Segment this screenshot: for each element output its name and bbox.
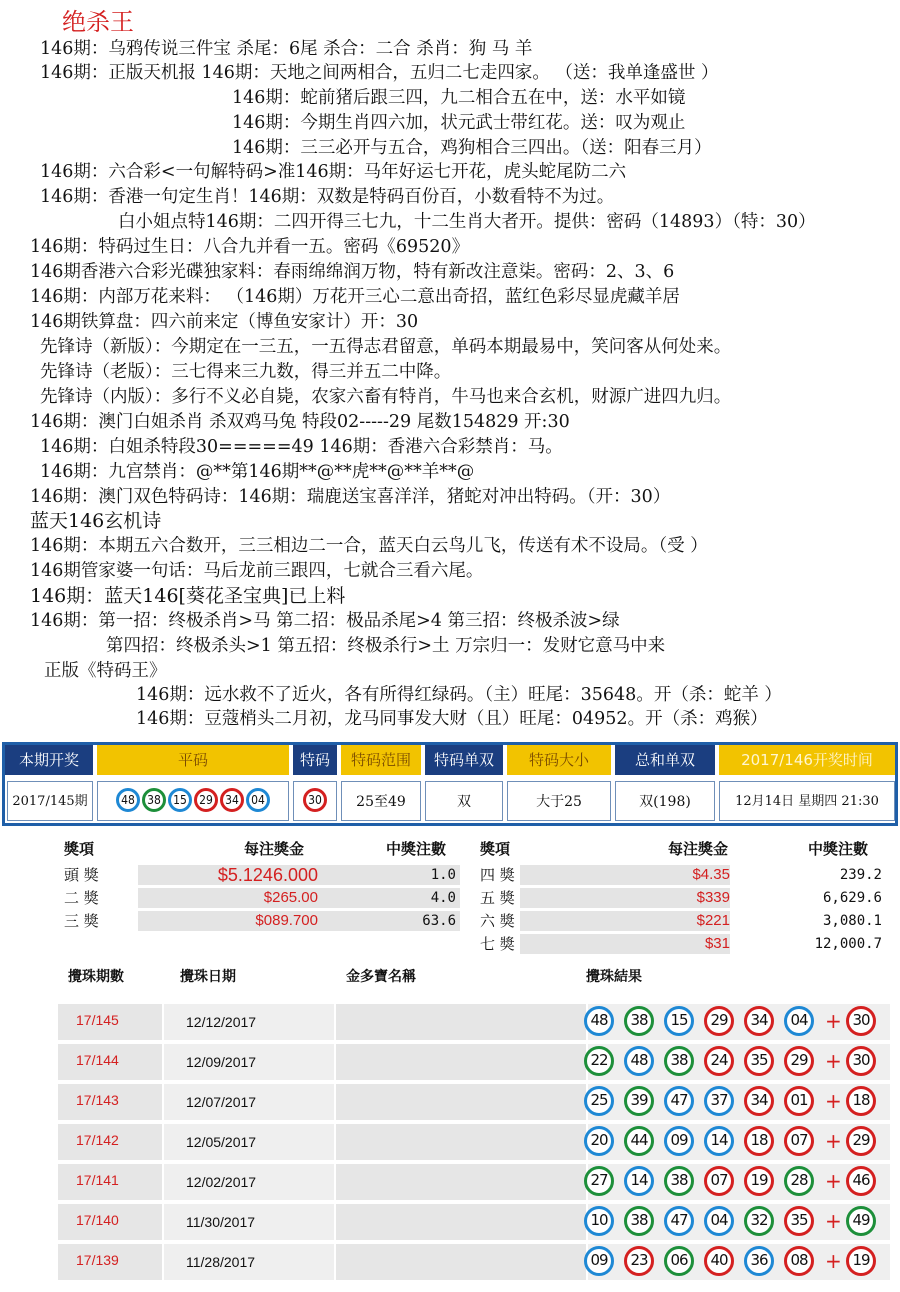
header-special-number: 特码 — [293, 745, 337, 775]
history-ball: 36 — [744, 1246, 774, 1276]
prediction-line: 146期：正版天机报 146期：天地之间两相合，五归二七走四家。 （送：我单逢盛世 ） — [40, 63, 719, 83]
history-ball: 09 — [664, 1126, 694, 1156]
history-date: 12/02/2017 — [186, 1174, 257, 1190]
prediction-line: 146期：内部万花来料： （146期）万花开三心二意出奇招，蓝红色彩尽显虎藏羊居 — [30, 287, 680, 307]
history-ball: 24 — [704, 1046, 734, 1076]
history-ball: 40 — [704, 1246, 734, 1276]
prediction-line: 146期：乌鸦传说三件宝 杀尾：6尾 杀合：二合 杀肖：狗 马 羊 — [40, 39, 533, 59]
history-date: 11/30/2017 — [186, 1214, 256, 1230]
history-row — [58, 1204, 890, 1240]
prediction-line: 146期：六合彩<一句解特码>准146期：马年好运七开花，虎头蛇尾防二六 — [40, 162, 627, 182]
prediction-line: 146期：九宫禁肖：@**第146期**@**虎**@**羊**@ — [40, 462, 475, 482]
history-ball: 01 — [784, 1086, 814, 1116]
history-ball: 29 — [784, 1046, 814, 1076]
prediction-line: 正版《特码王》 — [44, 661, 167, 681]
prediction-line: 146期：本期五六合数开，三三相边二一合，蓝天白云鸟儿飞，传送有术不设局。（受 ） — [30, 536, 708, 556]
history-ball: 09 — [584, 1246, 614, 1276]
prediction-line: 146期：远水救不了近火，各有所得红绿码。（主）旺尾：35648。开（杀：蛇羊 ） — [136, 685, 782, 705]
draw-odd-even: 双 — [425, 781, 503, 821]
draw-special-ball — [293, 781, 337, 821]
draw-ball: 04 — [246, 788, 270, 812]
prize-header-count-right: 中獎注數 — [808, 840, 869, 858]
history-ball: 37 — [704, 1086, 734, 1116]
history-row — [58, 1044, 890, 1080]
prediction-line: 146期：第一招：终极杀肖>马 第二招：极品杀尾>4 第三招：终极杀波>绿 — [30, 611, 620, 631]
history-special-ball: 46 — [846, 1166, 876, 1196]
prize-amount: $265.00 — [263, 889, 318, 906]
history-ball: 22 — [584, 1046, 614, 1076]
prize-count: 12,000.7 — [814, 936, 882, 952]
history-date: 12/07/2017 — [186, 1094, 257, 1110]
history-ball: 34 — [744, 1086, 774, 1116]
history-ball: 20 — [584, 1126, 614, 1156]
history-ball: 10 — [584, 1206, 614, 1236]
history-ball: 47 — [664, 1206, 694, 1236]
prize-amount: $4.35 — [692, 866, 730, 883]
prize-row — [0, 864, 900, 886]
prize-amount: $339 — [696, 889, 730, 906]
header-next-draw-time: 2017/146开奖时间 — [719, 745, 895, 775]
history-period: 17/145 — [76, 1012, 119, 1028]
prize-count: 4.0 — [430, 890, 456, 906]
history-period: 17/142 — [76, 1132, 119, 1148]
prediction-line: 白小姐点特146期：二四开得三七九，十二生肖大者开。提供：密码（14893）（特：30） — [118, 212, 816, 232]
draw-special-ball-number: 30 — [303, 788, 327, 812]
plus-sign: + — [825, 1009, 842, 1033]
history-ball: 44 — [624, 1126, 654, 1156]
history-period: 17/141 — [76, 1172, 119, 1188]
prize-amount: $089.700 — [255, 912, 318, 929]
prediction-line: 146期铁算盘：四六前来定（博鱼安家计）开：30 — [30, 312, 419, 332]
header-special-range: 特码范围 — [341, 745, 421, 775]
prediction-line: 146期：白姐杀特段30=====49 146期：香港六合彩禁肖：马。 — [40, 437, 563, 457]
header-special-size: 特码大小 — [507, 745, 611, 775]
header-special-odd-even: 特码单双 — [425, 745, 503, 775]
prize-row — [0, 910, 900, 932]
history-ball: 32 — [744, 1206, 774, 1236]
history-ball: 48 — [584, 1006, 614, 1036]
prize-amount: $5.1246.000 — [217, 865, 318, 885]
draw-next-time: 12月14日 星期四 21:30 — [719, 781, 895, 821]
history-header-name: 金多寶名稱 — [346, 969, 416, 985]
history-ball: 47 — [664, 1086, 694, 1116]
history-period: 17/139 — [76, 1252, 119, 1268]
history-header-period: 攪珠期數 — [68, 969, 124, 985]
history-ball: 06 — [664, 1246, 694, 1276]
prediction-line: 146期：香港一句定生肖！146期：双数是特码百份百，小数看特不为过。 — [40, 187, 615, 207]
history-ball: 29 — [704, 1006, 734, 1036]
prediction-line: 146期：蛇前猪后跟三四，九二相合五在中，送：水平如镜 — [232, 88, 686, 108]
prize-row — [0, 933, 900, 955]
prize-header-amount: 每注獎金 — [244, 840, 305, 858]
prize-header-amount-right: 每注獎金 — [668, 840, 729, 858]
draw-regular-balls — [97, 781, 289, 821]
history-ball: 48 — [624, 1046, 654, 1076]
history-ball: 34 — [744, 1006, 774, 1036]
prize-name: 二 獎 — [64, 889, 99, 907]
history-ball: 14 — [624, 1166, 654, 1196]
plus-sign: + — [825, 1049, 842, 1073]
prize-name: 七 獎 — [480, 935, 515, 953]
history-ball: 28 — [784, 1166, 814, 1196]
prediction-line: 蓝天146玄机诗 — [30, 510, 162, 532]
history-row — [58, 1244, 890, 1280]
history-date: 12/12/2017 — [186, 1014, 257, 1030]
history-ball: 25 — [584, 1086, 614, 1116]
history-ball: 04 — [704, 1206, 734, 1236]
header-sum-odd-even: 总和单双 — [615, 745, 715, 775]
history-ball: 38 — [664, 1166, 694, 1196]
history-ball: 15 — [664, 1006, 694, 1036]
prize-count: 3,080.1 — [822, 913, 882, 929]
history-period: 17/140 — [76, 1212, 119, 1228]
history-ball: 07 — [704, 1166, 734, 1196]
history-ball: 08 — [784, 1246, 814, 1276]
plus-sign: + — [825, 1089, 842, 1113]
draw-size: 大于25 — [507, 781, 611, 821]
prize-count: 1.0 — [430, 867, 456, 883]
plus-sign: + — [825, 1249, 842, 1273]
draw-ball: 48 — [116, 788, 140, 812]
prediction-line: 146期：豆蔻梢头二月初，龙马同事发大财（且）旺尾：04952。开（杀：鸡猴） — [136, 709, 768, 729]
prediction-line: 第四招：终极杀头>1 第五招：终极杀行>土 万宗归一：发财它意马中来 — [106, 636, 666, 656]
prize-name: 六 獎 — [480, 912, 515, 930]
history-ball: 23 — [624, 1246, 654, 1276]
history-header-date: 攪珠日期 — [180, 969, 236, 985]
plus-sign: + — [825, 1209, 842, 1233]
history-ball: 38 — [664, 1046, 694, 1076]
prize-name: 五 獎 — [480, 889, 515, 907]
prediction-line: 146期：澳门白姐杀肖 杀双鸡马兔 特段02-----29 尾数154829 开:30 — [30, 412, 570, 432]
history-date: 12/09/2017 — [186, 1054, 257, 1070]
prize-header-item: 獎項 — [64, 840, 95, 858]
plus-sign: + — [825, 1169, 842, 1193]
prize-header-item-right: 獎項 — [480, 840, 511, 858]
history-special-ball: 49 — [846, 1206, 876, 1236]
prize-count: 63.6 — [422, 913, 456, 929]
prediction-line: 146期：澳门双色特码诗：146期：瑞鹿送宝喜洋洋，猪蛇对冲出特码。（开：30） — [30, 487, 671, 507]
prediction-line: 146期：特码过生日：八合九并看一五。密码《69520》 — [30, 237, 470, 257]
history-period: 17/143 — [76, 1092, 119, 1108]
history-row — [58, 1004, 890, 1040]
draw-ball: 34 — [220, 788, 244, 812]
history-ball: 07 — [784, 1126, 814, 1156]
history-ball: 19 — [744, 1166, 774, 1196]
history-ball: 18 — [744, 1126, 774, 1156]
history-ball: 38 — [624, 1206, 654, 1236]
prize-count: 239.2 — [839, 867, 882, 883]
history-row — [58, 1164, 890, 1200]
history-special-ball: 18 — [846, 1086, 876, 1116]
history-ball: 14 — [704, 1126, 734, 1156]
prediction-line: 先锋诗（老版）：三七得来三九数，得三并五二中降。 — [40, 362, 452, 382]
history-ball: 38 — [624, 1006, 654, 1036]
draw-period: 2017/145期 — [7, 781, 93, 821]
prize-name: 三 獎 — [64, 912, 99, 930]
prize-header-count: 中獎注數 — [386, 840, 447, 858]
prize-name: 頭 獎 — [64, 866, 99, 884]
prediction-line: 146期：蓝天146[葵花圣宝典]已上料 — [30, 585, 346, 607]
draw-ball: 29 — [194, 788, 218, 812]
prize-amount: $221 — [696, 912, 730, 929]
page-title: 绝杀王 — [62, 8, 134, 36]
history-ball: 27 — [584, 1166, 614, 1196]
draw-range: 25至49 — [341, 781, 421, 821]
prediction-line: 先锋诗（新版）：今期定在一三五，一五得志君留意，单码本期最易中，笑问客从何处来。 — [40, 337, 732, 357]
history-date: 12/05/2017 — [186, 1134, 257, 1150]
prediction-line: 146期：三三必开与五合，鸡狗相合三四出。（送：阳春三月） — [232, 138, 712, 158]
draw-ball: 15 — [168, 788, 192, 812]
history-row — [58, 1084, 890, 1120]
prediction-line: 先锋诗（内版）：多行不义必自毙，农家六畜有特肖，牛马也来合玄机，财源广进四九归。 — [40, 387, 732, 407]
history-ball: 04 — [784, 1006, 814, 1036]
history-header-result: 攪珠結果 — [586, 969, 642, 985]
prize-amount: $31 — [704, 935, 730, 952]
plus-sign: + — [825, 1129, 842, 1153]
draw-sum-odd-even: 双(198) — [615, 781, 715, 821]
history-ball: 35 — [784, 1206, 814, 1236]
history-special-ball: 19 — [846, 1246, 876, 1276]
history-special-ball: 30 — [846, 1046, 876, 1076]
prediction-line: 146期：今期生肖四六加，状元武士带红花。送：叹为观止 — [232, 113, 686, 133]
prize-name: 四 獎 — [480, 866, 515, 884]
prediction-line: 146期管家婆一句话：马后龙前三跟四，七就合三看六尾。 — [30, 561, 484, 581]
history-ball: 39 — [624, 1086, 654, 1116]
prediction-line: 146期香港六合彩光碟独家料：春雨绵绵润万物，特有新改注意柒。密码：2、3、6 — [30, 262, 675, 282]
history-date: 11/28/2017 — [186, 1254, 256, 1270]
draw-result-table — [2, 742, 898, 826]
prize-row — [0, 887, 900, 909]
history-ball: 35 — [744, 1046, 774, 1076]
history-special-ball: 29 — [846, 1126, 876, 1156]
prize-count: 6,629.6 — [822, 890, 882, 906]
history-period: 17/144 — [76, 1052, 119, 1068]
header-current-draw: 本期开奖 — [5, 745, 93, 775]
history-special-ball: 30 — [846, 1006, 876, 1036]
header-regular-numbers: 平码 — [97, 745, 289, 775]
draw-ball: 38 — [142, 788, 166, 812]
history-row — [58, 1124, 890, 1160]
